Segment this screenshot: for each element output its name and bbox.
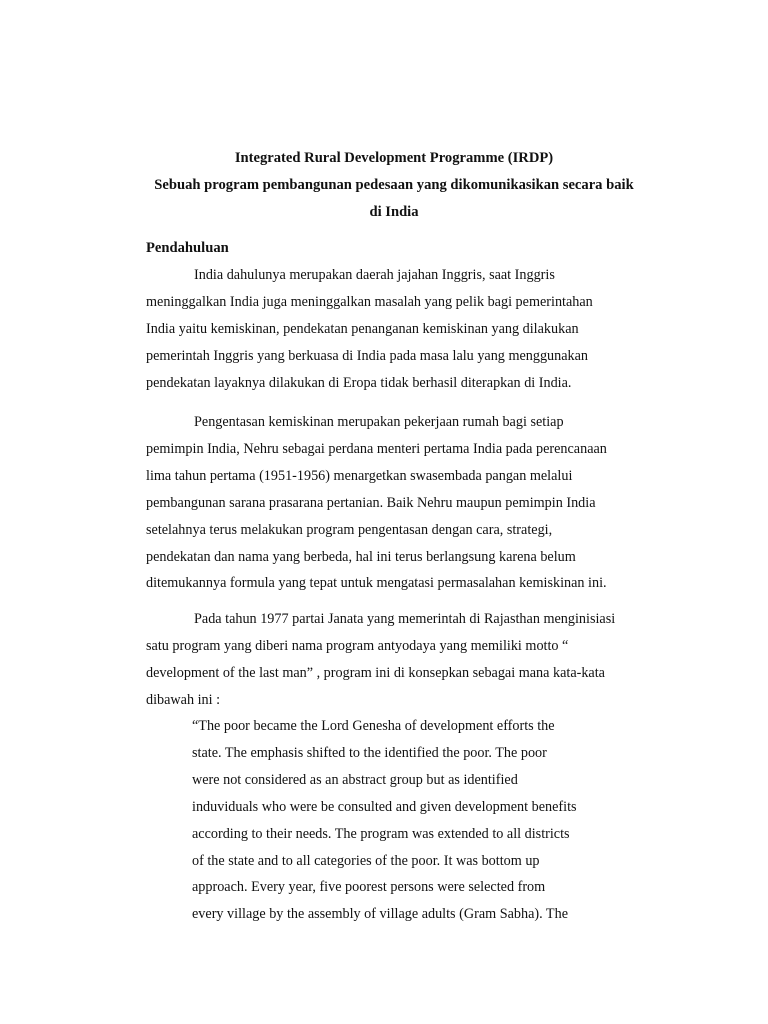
quote-line: “The poor became the Lord Genesha of development efforts the <box>192 718 555 734</box>
document-title: Integrated Rural Development Programme (IRDP) <box>234 150 554 166</box>
paragraph-1 <box>146 262 666 397</box>
paragraph-line: Pengentasan kemiskinan merupakan pekerjaan rumah bagi setiap <box>194 414 564 430</box>
document-subtitle-line-1: Sebuah program pembangunan pedesaan yang dikomunikasikan secara baik <box>154 177 634 193</box>
section-heading: Pendahuluan <box>146 240 229 256</box>
paragraph-line: pendekatan layaknya dilakukan di Eropa tidak berhasil diterapkan di India. <box>146 374 572 391</box>
paragraph-line: lima tahun pertama (1951-1956) menargetkan swasembada pangan melalui <box>146 467 573 484</box>
paragraph-line: setelahnya terus melakukan program pengentasan dengan cara, strategi, <box>146 521 553 538</box>
block-quote <box>192 713 652 928</box>
quote-line: were not considered as an abstract group but as identified <box>192 771 518 788</box>
paragraph-line: pemerintah Inggris yang berkuasa di India pada masa lalu yang menggunakan <box>146 347 589 364</box>
paragraph-line: India dahulunya merupakan daerah jajahan Inggris, saat Inggris <box>194 267 555 283</box>
paragraph-line: meninggalkan India juga meninggalkan masalah yang pelik bagi pemerintahan <box>146 293 593 310</box>
paragraph-3 <box>146 606 666 714</box>
quote-line: every village by the assembly of village adults (Gram Sabha). The <box>192 906 568 923</box>
quote-line: state. The emphasis shifted to the identified the poor. The poor <box>192 744 547 761</box>
paragraph-line: pemimpin India, Nehru sebagai perdana menteri pertama India pada perencanaan <box>146 440 607 457</box>
paragraph-line: pendekatan dan nama yang berbeda, hal ini terus berlangsung karena belum <box>146 548 576 565</box>
quote-line: approach. Every year, five poorest persons were selected from <box>192 879 546 896</box>
paragraph-line: India yaitu kemiskinan, pendekatan penanganan kemiskinan yang dilakukan <box>146 320 579 337</box>
paragraph-line: satu program yang diberi nama program antyodaya yang memiliki motto “ <box>146 637 569 654</box>
paragraph-line: dibawah ini : <box>146 691 221 708</box>
paragraph-line: pembangunan sarana prasarana pertanian. Baik Nehru maupun pemimpin India <box>146 494 596 511</box>
quote-line: of the state and to all categories of the poor. It was bottom up <box>192 852 540 869</box>
quote-line: according to their needs. The program was extended to all districts <box>192 825 570 842</box>
paragraph-line: development of the last man” , program ini di konsepkan sebagai mana kata-kata <box>146 664 605 681</box>
paragraph-line: Pada tahun 1977 partai Janata yang memerintah di Rajasthan menginisiasi <box>194 611 616 627</box>
quote-line: induviduals who were be consulted and given development benefits <box>192 798 577 815</box>
document-title-block <box>140 145 648 226</box>
document-subtitle-line-2: di India <box>369 204 419 220</box>
paragraph-line: ditemukannya formula yang tepat untuk mengatasi permasalahan kemiskinan ini. <box>146 575 607 592</box>
paragraph-2 <box>146 409 666 597</box>
